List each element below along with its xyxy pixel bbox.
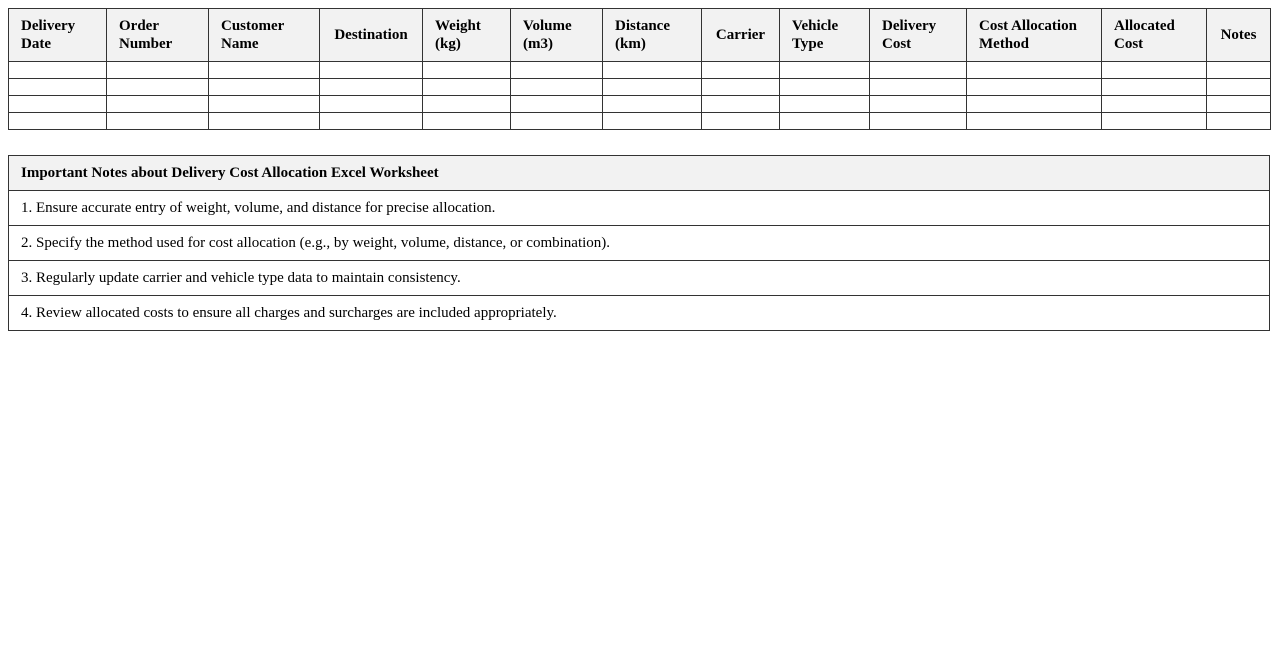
column-header-cost-allocation-method: Cost Allocation Method <box>967 9 1102 62</box>
table-cell[interactable] <box>423 113 511 130</box>
table-cell[interactable] <box>209 79 320 96</box>
column-header-customer-name: Customer Name <box>209 9 320 62</box>
table-cell[interactable] <box>209 113 320 130</box>
table-cell[interactable] <box>780 96 870 113</box>
notes-table <box>8 155 1270 331</box>
table-cell[interactable] <box>511 62 603 79</box>
table-header-row <box>9 9 1271 62</box>
table-cell[interactable] <box>320 96 423 113</box>
column-header-distance: Distance (km) <box>603 9 702 62</box>
table-cell[interactable] <box>320 79 423 96</box>
note-row <box>9 296 1270 331</box>
table-cell[interactable] <box>107 62 209 79</box>
column-header-order-number: Order Number <box>107 9 209 62</box>
table-cell[interactable] <box>870 96 967 113</box>
table-cell[interactable] <box>780 113 870 130</box>
notes-header-row <box>9 156 1270 191</box>
table-cell[interactable] <box>603 113 702 130</box>
table-cell[interactable] <box>9 113 107 130</box>
table-cell[interactable] <box>320 113 423 130</box>
column-header-destination: Destination <box>320 9 423 62</box>
table-row <box>9 79 1271 96</box>
column-header-allocated-cost: Allocated Cost <box>1102 9 1207 62</box>
column-header-weight: Weight (kg) <box>423 9 511 62</box>
table-cell[interactable] <box>967 62 1102 79</box>
table-cell[interactable] <box>209 96 320 113</box>
note-item: 2. Specify the method used for cost allocation (e.g., by weight, volume, distance, or combination). <box>9 226 1270 261</box>
table-cell[interactable] <box>967 113 1102 130</box>
column-header-notes: Notes <box>1207 9 1271 62</box>
table-cell[interactable] <box>702 113 780 130</box>
table-cell[interactable] <box>1207 62 1271 79</box>
table-cell[interactable] <box>423 79 511 96</box>
table-cell[interactable] <box>1102 113 1207 130</box>
table-cell[interactable] <box>511 79 603 96</box>
table-cell[interactable] <box>1102 62 1207 79</box>
note-row <box>9 226 1270 261</box>
table-cell[interactable] <box>107 96 209 113</box>
note-item: 1. Ensure accurate entry of weight, volume, and distance for precise allocation. <box>9 191 1270 226</box>
table-cell[interactable] <box>209 62 320 79</box>
table-cell[interactable] <box>107 79 209 96</box>
table-cell[interactable] <box>9 62 107 79</box>
note-row <box>9 261 1270 296</box>
table-cell[interactable] <box>780 62 870 79</box>
table-cell[interactable] <box>1207 79 1271 96</box>
table-cell[interactable] <box>603 62 702 79</box>
table-cell[interactable] <box>870 79 967 96</box>
column-header-carrier: Carrier <box>702 9 780 62</box>
column-header-vehicle-type: Vehicle Type <box>780 9 870 62</box>
table-cell[interactable] <box>320 62 423 79</box>
note-item: 3. Regularly update carrier and vehicle type data to maintain consistency. <box>9 261 1270 296</box>
note-item: 4. Review allocated costs to ensure all charges and surcharges are included appropriately. <box>9 296 1270 331</box>
table-cell[interactable] <box>423 96 511 113</box>
column-header-volume: Volume (m3) <box>511 9 603 62</box>
table-cell[interactable] <box>9 79 107 96</box>
table-cell[interactable] <box>870 113 967 130</box>
table-cell[interactable] <box>702 79 780 96</box>
table-cell[interactable] <box>870 62 967 79</box>
table-cell[interactable] <box>967 96 1102 113</box>
worksheet <box>8 8 1270 331</box>
table-row <box>9 113 1271 130</box>
column-header-delivery-cost: Delivery Cost <box>870 9 967 62</box>
table-cell[interactable] <box>423 62 511 79</box>
table-cell[interactable] <box>107 113 209 130</box>
table-cell[interactable] <box>603 96 702 113</box>
table-cell[interactable] <box>780 79 870 96</box>
table-row <box>9 62 1271 79</box>
table-cell[interactable] <box>1207 96 1271 113</box>
table-cell[interactable] <box>603 79 702 96</box>
table-cell[interactable] <box>511 96 603 113</box>
table-cell[interactable] <box>702 62 780 79</box>
table-cell[interactable] <box>702 96 780 113</box>
table-cell[interactable] <box>967 79 1102 96</box>
table-cell[interactable] <box>511 113 603 130</box>
table-cell[interactable] <box>1102 96 1207 113</box>
table-row <box>9 96 1271 113</box>
notes-title: Important Notes about Delivery Cost Allocation Excel Worksheet <box>9 156 1270 191</box>
note-row <box>9 191 1270 226</box>
column-header-delivery-date: Delivery Date <box>9 9 107 62</box>
delivery-cost-table <box>8 8 1271 130</box>
table-cell[interactable] <box>9 96 107 113</box>
table-cell[interactable] <box>1207 113 1271 130</box>
table-cell[interactable] <box>1102 79 1207 96</box>
